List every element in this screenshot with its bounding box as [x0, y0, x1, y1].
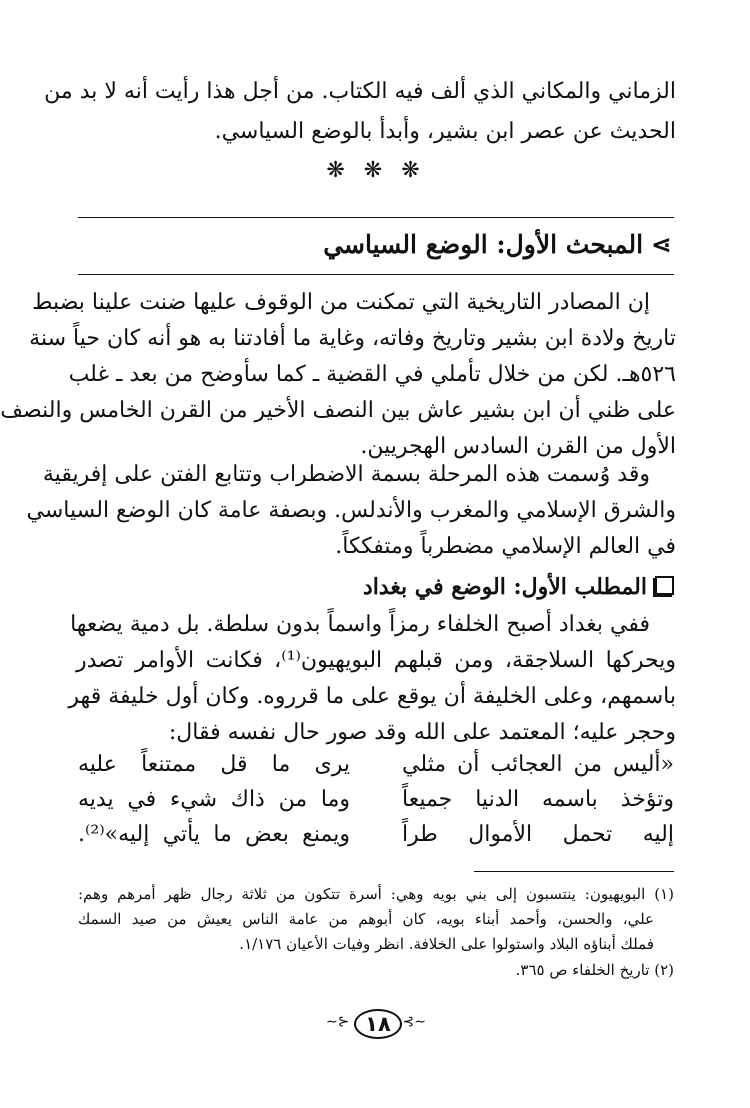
- verse-first-hemistich: وتؤخذ باسمه الدنيا جميعاً: [402, 787, 674, 812]
- verse-first-hemistich: إليه تحمل الأموال طراً: [402, 822, 674, 847]
- verse-first-hemistich: «أليس من العجائب أن مثلي: [402, 752, 674, 777]
- footnote-2: (٢) تاريخ الخلفاء ص ٣٦٥.: [515, 961, 674, 979]
- paragraph-line: ففي بغداد أصبح الخلفاء رمزاً واسماً بدون سلطة. بل دمية يضعها: [70, 612, 650, 637]
- section-separator-stars: ❋ ❋ ❋: [326, 158, 426, 183]
- paragraph-line: باسمهم، وعلى الخليفة أن يوقع على ما قرروه. وكان أول خليفة قهر: [68, 684, 676, 709]
- page-number: ١٨: [354, 1009, 402, 1039]
- section-bottom-rule: [78, 274, 674, 275]
- book-page: [2, 0, 750, 1108]
- verse-second-hemistich: يرى ما قل ممتنعاً عليه: [78, 752, 350, 777]
- subsection-heading: [363, 570, 674, 604]
- intro-line-2: الحديث عن عصر ابن بشير، وأبدأ بالوضع السياسي.: [214, 119, 676, 144]
- square-bullet-icon: [655, 576, 674, 595]
- paragraph-line: في العالم الإسلامي مضطرباً ومتفككاً.: [335, 534, 676, 559]
- subsection-title: المطلب الأول: الوضع في بغداد: [362, 574, 647, 600]
- paragraph-line: وقد وُسمت هذه المرحلة بسمة الاضطراب وتتابع الفتن على إفريقية: [42, 462, 650, 487]
- poem-verse: [78, 747, 674, 783]
- paragraph-line: تاريخ ولادة ابن بشير وتاريخ وفاته، وغاية ما أفادتنا به هو أنه كان حياً سنة: [29, 326, 676, 351]
- footnote-1-line: (١) البويهيون: ينتسبون إلى بني بويه وهي: أسرة تتكون من ثلاثة رجال ظهر أمرهم وهم:: [78, 885, 674, 903]
- ornament-left-icon: ⊰∽: [326, 1014, 350, 1030]
- section-top-rule: [78, 217, 674, 218]
- paragraph-line: ويحركها السلاجقة، ومن قبلهم البويهيون⁽¹⁾، فكانت الأوامر تصدر: [76, 648, 676, 673]
- paragraph-2: [26, 457, 676, 565]
- footnote-1-line: علي، والحسن، وأحمد أبناء بويه، كان أبوهم من عامة الناس يعيش من صيد السمك: [78, 910, 654, 928]
- intro-paragraph: [44, 74, 676, 150]
- paragraph-1: [0, 285, 676, 465]
- chevron-marker-icon: ⋗: [651, 230, 672, 259]
- paragraph-line: إن المصادر التاريخية التي تمكنت من الوقوف عليها ضنت علينا بضبط: [32, 290, 650, 315]
- verse-second-hemistich: وما من ذاك شيء في يديه: [78, 787, 350, 812]
- paragraph-3: [68, 607, 676, 751]
- paragraph-line: والشرق الإسلامي والمغرب والأندلس. وبصفة عامة كان الوضع السياسي: [26, 498, 676, 523]
- poem-verse: [78, 782, 674, 818]
- footnote-1-line: فملك أبناؤه البلاد واستولوا على الخلافة. انظر وفيات الأعيان ١/١٧٦.: [239, 935, 654, 953]
- footnote-rule: [474, 871, 674, 872]
- section-heading: [323, 227, 672, 263]
- verse-second-hemistich: ويمنع بعض ما يأتي إليه»⁽²⁾.: [78, 822, 350, 847]
- page-number-ornament: [326, 1005, 426, 1041]
- paragraph-line: الأول من القرن السادس الهجريين.: [360, 434, 676, 459]
- ornament-right-icon: ∽⊱: [402, 1014, 426, 1030]
- poem-verse: [78, 817, 674, 853]
- intro-line-1: الزماني والمكاني الذي ألف فيه الكتاب. من أجل هذا رأيت أنه لا بد من: [44, 79, 676, 104]
- paragraph-line: على ظني أن ابن بشير عاش بين النصف الأخير من القرن الخامس والنصف: [0, 398, 676, 423]
- paragraph-line: ٥٢٦هـ. لكن من خلال تأملي في القضية ـ كما سأوضح من بعد ـ غلب: [68, 362, 676, 387]
- section-title: المبحث الأول: الوضع السياسي: [323, 230, 644, 259]
- paragraph-line: وحجر عليه؛ المعتمد على الله وقد صور حال نفسه فقال:: [168, 720, 676, 745]
